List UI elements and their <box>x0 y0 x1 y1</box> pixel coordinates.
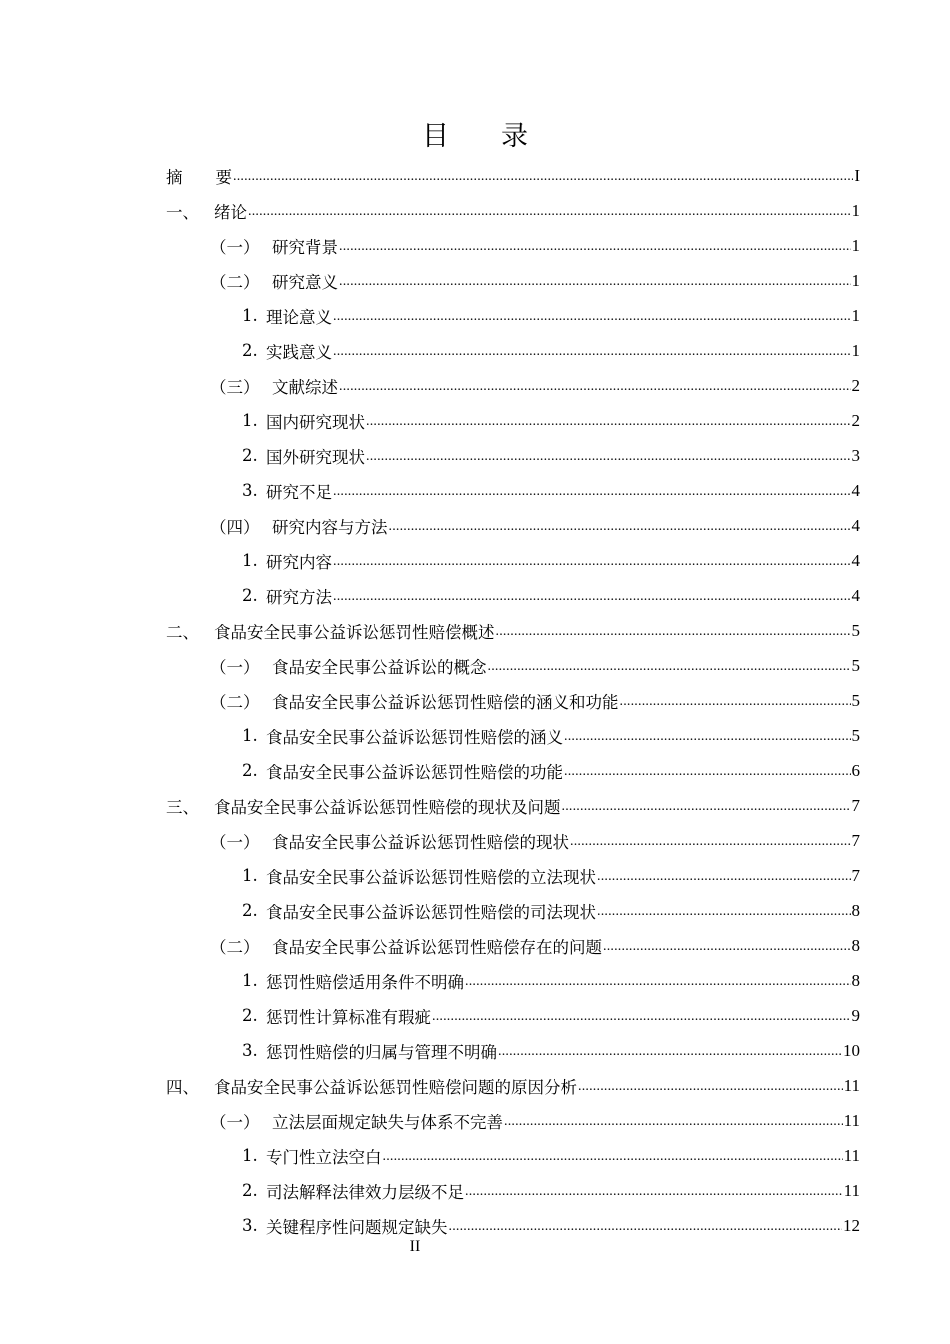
toc-entry-title: 食品安全民事公益诉讼惩罚性赔偿问题的原因分析 <box>214 1077 577 1097</box>
toc-entry[interactable] <box>242 858 860 893</box>
toc-entry-page: 7 <box>851 865 860 885</box>
toc-entry[interactable] <box>166 193 860 228</box>
toc-entry-title: 关键程序性问题规定缺失 <box>266 1217 448 1237</box>
toc-entry-title: 研究背景 <box>272 237 338 257</box>
toc-entry-page: 12 <box>843 1215 860 1235</box>
toc-entry[interactable] <box>242 578 860 613</box>
toc-entry[interactable] <box>242 473 860 508</box>
toc-entry-number: 1. <box>242 551 258 570</box>
toc-entry-title: 绪论 <box>214 202 247 222</box>
toc-entry[interactable] <box>210 823 860 858</box>
toc-entry-number: 2. <box>242 1181 258 1200</box>
toc-leader-dots <box>597 901 851 921</box>
toc-entry-number: 一、 <box>166 202 199 222</box>
toc-entry-title: 食品安全民事公益诉讼惩罚性赔偿的现状及问题 <box>214 797 561 817</box>
toc-entry[interactable] <box>166 158 860 193</box>
toc-entry-title: 国外研究现状 <box>266 447 365 467</box>
toc-entry-page: 1 <box>851 200 860 220</box>
toc-entry[interactable] <box>166 1068 860 1103</box>
title-char-2: 录 <box>501 121 528 152</box>
toc-entry-title: 食品安全民事公益诉讼惩罚性赔偿概述 <box>214 622 495 642</box>
toc-entry[interactable] <box>210 1103 860 1138</box>
toc-entry-number: 3. <box>242 1041 258 1060</box>
toc-entry-title: 专门性立法空白 <box>266 1147 382 1167</box>
toc-entry-number: （一） <box>210 832 260 852</box>
toc-entry-page: 4 <box>851 585 860 605</box>
toc-leader-dots <box>366 446 851 466</box>
toc-entry-title: 研究不足 <box>266 482 332 502</box>
toc-entry-title: 文献综述 <box>272 377 338 397</box>
toc-entry-title: 国内研究现状 <box>266 412 365 432</box>
toc-leader-dots <box>578 1076 843 1096</box>
toc-entry[interactable] <box>210 228 860 263</box>
toc-entry-page: 1 <box>851 235 860 255</box>
toc-entry-title: 食品安全民事公益诉讼惩罚性赔偿的司法现状 <box>266 902 596 922</box>
page-title <box>0 114 950 153</box>
toc-entry[interactable] <box>242 998 860 1033</box>
toc-entry[interactable] <box>242 893 860 928</box>
toc-entry-page: 1 <box>851 340 860 360</box>
toc-entry[interactable] <box>242 1173 860 1208</box>
toc-entry[interactable] <box>210 928 860 963</box>
toc-leader-dots <box>570 831 851 851</box>
toc-entry-page: 3 <box>851 445 860 465</box>
toc-entry-number: 1. <box>242 866 258 885</box>
toc-entry-title: 立法层面规定缺失与体系不完善 <box>272 1112 503 1132</box>
toc-entry-title: 研究内容与方法 <box>272 517 388 537</box>
toc-entry-title: 食品安全民事公益诉讼惩罚性赔偿存在的问题 <box>272 937 602 957</box>
toc-leader-dots <box>564 726 851 746</box>
toc-leader-dots <box>597 866 851 886</box>
toc-entry[interactable] <box>166 788 860 823</box>
toc-entry-number: 三、 <box>166 797 199 817</box>
toc-entry-page: 1 <box>851 305 860 325</box>
toc-entry-number: 2. <box>242 901 258 920</box>
title-char-1: 目 <box>422 121 449 152</box>
toc-entry-number: （三） <box>210 377 260 397</box>
toc-entry-page: 2 <box>851 375 860 395</box>
toc-entry-number: 摘 要 <box>166 167 232 187</box>
toc-leader-dots <box>333 341 851 361</box>
toc-entry-title: 研究方法 <box>266 587 332 607</box>
toc-entry-number: 2. <box>242 1006 258 1025</box>
toc-leader-dots <box>233 166 853 186</box>
toc-entry[interactable] <box>242 718 860 753</box>
toc-entry-page: 8 <box>851 900 860 920</box>
toc-entry-page: 11 <box>843 1075 860 1095</box>
toc-entry[interactable] <box>166 613 860 648</box>
toc-entry-page: 9 <box>851 1005 860 1025</box>
toc-leader-dots <box>333 306 851 326</box>
toc-leader-dots <box>389 516 851 536</box>
toc-entry-title: 食品安全民事公益诉讼惩罚性赔偿的立法现状 <box>266 867 596 887</box>
page-number: II <box>409 1238 421 1255</box>
toc-leader-dots <box>564 761 851 781</box>
toc-leader-dots <box>339 376 851 396</box>
toc-entry-page: I <box>854 165 860 185</box>
toc-entry-title: 研究内容 <box>266 552 332 572</box>
toc-entry-page: 5 <box>851 690 860 710</box>
toc-entry-page: 11 <box>843 1110 860 1130</box>
toc-leader-dots <box>449 1216 843 1236</box>
toc-entry[interactable] <box>242 1138 860 1173</box>
toc-entry-page: 2 <box>851 410 860 430</box>
toc-entry-page: 10 <box>843 1040 860 1060</box>
toc-entry-title: 食品安全民事公益诉讼惩罚性赔偿的现状 <box>272 832 569 852</box>
toc-entry-title: 司法解释法律效力层级不足 <box>266 1182 464 1202</box>
toc-entry-page: 11 <box>843 1145 860 1165</box>
toc-entry[interactable] <box>242 1033 860 1068</box>
toc-leader-dots <box>562 796 851 816</box>
toc-entry-number: （一） <box>210 237 260 257</box>
toc-entry-page: 1 <box>851 270 860 290</box>
toc-entry-page: 11 <box>843 1180 860 1200</box>
toc-entry-title: 惩罚性赔偿适用条件不明确 <box>266 972 464 992</box>
toc-entry[interactable] <box>242 543 860 578</box>
toc-entry[interactable] <box>210 263 860 298</box>
toc-leader-dots <box>383 1146 843 1166</box>
toc-entry-number: 四、 <box>166 1077 199 1097</box>
toc-leader-dots <box>465 1181 843 1201</box>
toc-entry-number: （一） <box>210 1112 260 1132</box>
toc-entry[interactable] <box>210 648 860 683</box>
toc-entry-number: 2. <box>242 761 258 780</box>
toc-entry-number: 2. <box>242 446 258 465</box>
toc-entry[interactable] <box>242 403 860 438</box>
toc-leader-dots <box>488 656 851 676</box>
toc-entry-page: 8 <box>851 970 860 990</box>
toc-leader-dots <box>603 936 851 956</box>
toc-entry-number: （二） <box>210 272 260 292</box>
toc-leader-dots <box>339 236 851 256</box>
toc-leader-dots <box>333 551 851 571</box>
toc-entry-number: 1. <box>242 411 258 430</box>
toc-leader-dots <box>620 691 851 711</box>
toc-entry-number: 二、 <box>166 622 199 642</box>
toc-entry-number: 2. <box>242 341 258 360</box>
toc-entry-number: 2. <box>242 586 258 605</box>
toc-entry-page: 6 <box>851 760 860 780</box>
toc-entry-title: 食品安全民事公益诉讼惩罚性赔偿的涵义 <box>266 727 563 747</box>
toc-leader-dots <box>248 201 851 221</box>
toc-entry[interactable] <box>242 753 860 788</box>
toc-entry-number: （一） <box>210 657 260 677</box>
toc-entry-page: 7 <box>851 795 860 815</box>
toc-entry-title: 食品安全民事公益诉讼惩罚性赔偿的功能 <box>266 762 563 782</box>
toc-entry-page: 8 <box>851 935 860 955</box>
toc-entry[interactable] <box>210 508 860 543</box>
toc-entry-number: （二） <box>210 692 260 712</box>
toc-leader-dots <box>504 1111 843 1131</box>
toc-entry-page: 4 <box>851 515 860 535</box>
toc-entry-title: 惩罚性计算标准有瑕疵 <box>266 1007 431 1027</box>
toc-leader-dots <box>465 971 851 991</box>
toc-entry-number: 3. <box>242 481 258 500</box>
toc-entry[interactable] <box>210 683 860 718</box>
toc-leader-dots <box>366 411 851 431</box>
toc-leader-dots <box>498 1041 842 1061</box>
toc-leader-dots <box>333 586 851 606</box>
toc-entry-title: 实践意义 <box>266 342 332 362</box>
toc-entry-number: （二） <box>210 937 260 957</box>
toc-entry[interactable] <box>242 438 860 473</box>
toc-entry-page: 7 <box>851 830 860 850</box>
toc-entry-title: 食品安全民事公益诉讼的概念 <box>272 657 487 677</box>
toc-entry[interactable] <box>242 298 860 333</box>
toc-entry[interactable] <box>242 963 860 998</box>
toc-entry-page: 4 <box>851 480 860 500</box>
toc-entry-page: 5 <box>851 655 860 675</box>
toc-leader-dots <box>339 271 851 291</box>
toc-entry-page: 5 <box>851 620 860 640</box>
toc-entry-number: 1. <box>242 971 258 990</box>
toc-entry-title: 食品安全民事公益诉讼惩罚性赔偿的涵义和功能 <box>272 692 619 712</box>
toc-entry-page: 5 <box>851 725 860 745</box>
toc-leader-dots <box>333 481 851 501</box>
toc-entry[interactable] <box>210 368 860 403</box>
toc-entry[interactable] <box>242 333 860 368</box>
toc-leader-dots <box>432 1006 851 1026</box>
toc-leader-dots <box>496 621 851 641</box>
toc-entry-number: 1. <box>242 306 258 325</box>
toc-entry-title: 研究意义 <box>272 272 338 292</box>
toc-entry-number: （四） <box>210 517 260 537</box>
toc-entry-title: 惩罚性赔偿的归属与管理不明确 <box>266 1042 497 1062</box>
toc-entry-number: 3. <box>242 1216 258 1235</box>
toc-entry-number: 1. <box>242 1146 258 1165</box>
toc-entry-title: 理论意义 <box>266 307 332 327</box>
toc-entry-number: 1. <box>242 726 258 745</box>
toc-entry-page: 4 <box>851 550 860 570</box>
